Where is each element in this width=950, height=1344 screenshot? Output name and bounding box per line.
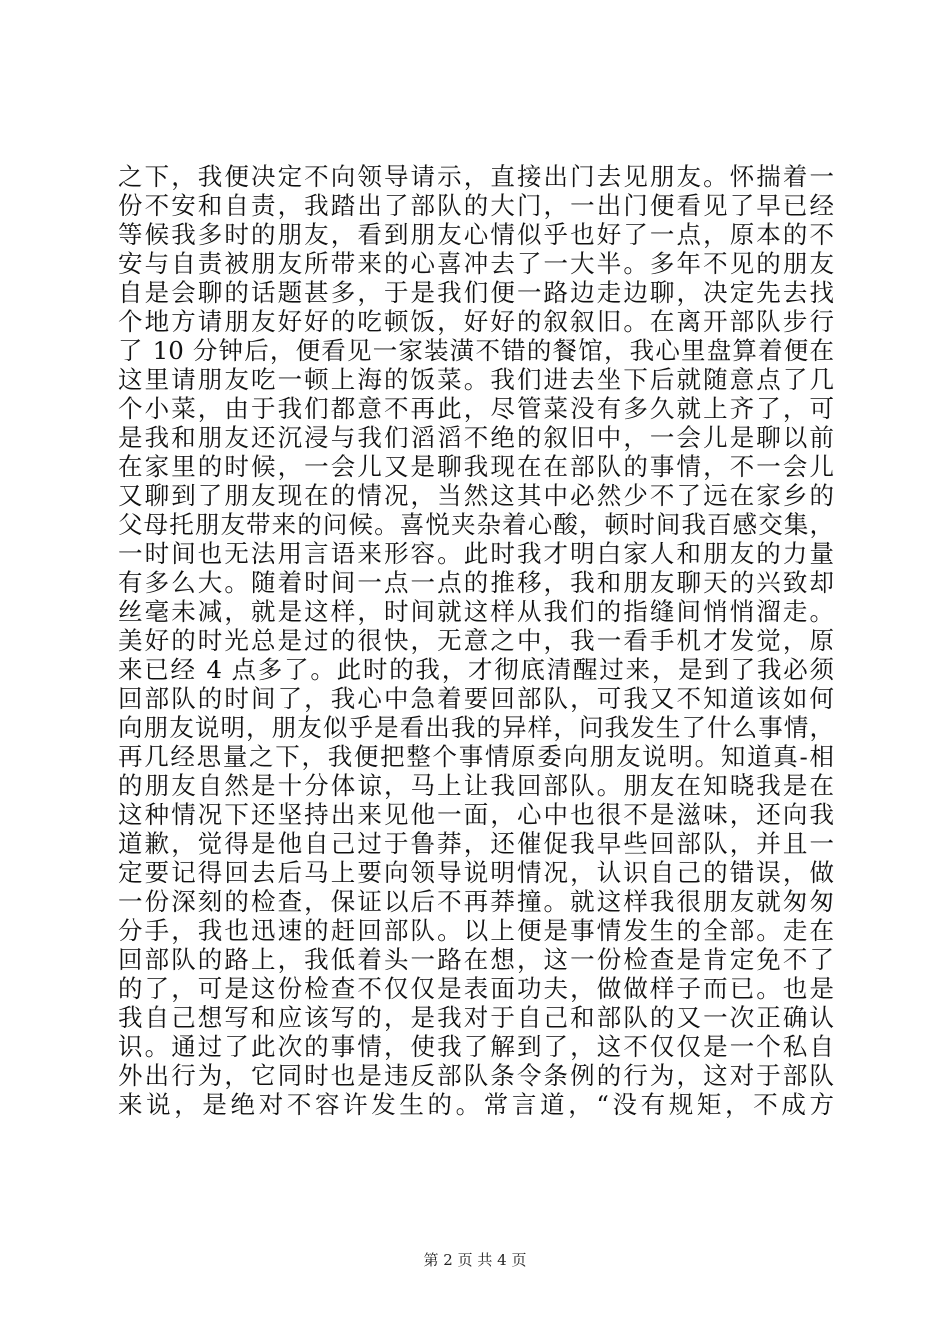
text-line: 来已经 4 点多了。此时的我，才彻底清醒过来，是到了我必须	[118, 655, 834, 684]
text-line: 自是会聊的话题甚多，于是我们便一路边走边聊，决定先去找	[118, 278, 834, 307]
page-footer	[0, 1249, 950, 1270]
text-line: 回部队的时间了，我心中急着要回部队，可我又不知道该如何	[118, 684, 834, 713]
body-text	[118, 162, 838, 1119]
text-line: 个小菜，由于我们都意不再此，尽管菜没有多久就上齐了，可	[118, 394, 834, 423]
text-line: 定要记得回去后马上要向领导说明情况，认识自己的错误，做	[118, 858, 834, 887]
text-line: 等候我多时的朋友，看到朋友心情似乎也好了一点，原本的不	[118, 220, 834, 249]
text-line: 再几经思量之下，我便把整个事情原委向朋友说明。知道真-相	[118, 742, 834, 771]
text-line: 的朋友自然是十分体谅，马上让我回部队。朋友在知晓我是在	[118, 771, 834, 800]
page-number: 第 2 页 共 4 页	[423, 1251, 527, 1269]
text-line: 在家里的时候，一会儿又是聊我现在在部队的事情，不一会儿	[118, 452, 834, 481]
text-line: 来说，是绝对不容许发生的。常言道，“没有规矩，不成方	[118, 1090, 834, 1119]
text-line: 有多么大。随着时间一点一点的推移，我和朋友聊天的兴致却	[118, 568, 834, 597]
text-line: 之下，我便决定不向领导请示，直接出门去见朋友。怀揣着一	[118, 162, 834, 191]
text-line: 份不安和自责，我踏出了部队的大门，一出门便看见了早已经	[118, 191, 834, 220]
text-line: 这种情况下还坚持出来见他一面，心中也很不是滋味，还向我	[118, 800, 834, 829]
text-line: 识。通过了此次的事情，使我了解到了，这不仅仅是一个私自	[118, 1032, 834, 1061]
text-line: 外出行为，它同时也是违反部队条令条例的行为，这对于部队	[118, 1061, 834, 1090]
text-line: 的了，可是这份检查不仅仅是表面功夫，做做样子而已。也是	[118, 974, 834, 1003]
text-line: 美好的时光总是过的很快，无意之中，我一看手机才发觉，原	[118, 626, 834, 655]
text-line: 道歉，觉得是他自己过于鲁莽，还催促我早些回部队，并且一	[118, 829, 834, 858]
text-line: 父母托朋友带来的问候。喜悦夹杂着心酸，顿时间我百感交集，	[118, 510, 834, 539]
text-line: 个地方请朋友好好的吃顿饭，好好的叙叙旧。在离开部队步行	[118, 307, 834, 336]
text-line: 向朋友说明，朋友似乎是看出我的异样，问我发生了什么事情，	[118, 713, 834, 742]
text-line: 这里请朋友吃一顿上海的饭菜。我们进去坐下后就随意点了几	[118, 365, 834, 394]
text-line: 又聊到了朋友现在的情况，当然这其中必然少不了远在家乡的	[118, 481, 834, 510]
text-line: 一份深刻的检查，保证以后不再莽撞。就这样我很朋友就匆匆	[118, 887, 834, 916]
text-line: 了 10 分钟后，便看见一家装潢不错的餐馆，我心里盘算着便在	[118, 336, 834, 365]
text-line: 分手，我也迅速的赶回部队。以上便是事情发生的全部。走在	[118, 916, 834, 945]
text-line: 是我和朋友还沉浸与我们滔滔不绝的叙旧中，一会儿是聊以前	[118, 423, 834, 452]
text-line: 回部队的路上，我低着头一路在想，这一份检查是肯定免不了	[118, 945, 834, 974]
text-line: 我自己想写和应该写的，是我对于自己和部队的又一次正确认	[118, 1003, 834, 1032]
text-line: 安与自责被朋友所带来的心喜冲去了一大半。多年不见的朋友	[118, 249, 834, 278]
text-line: 丝毫未减，就是这样，时间就这样从我们的指缝间悄悄溜走。	[118, 597, 834, 626]
text-line: 一时间也无法用言语来形容。此时我才明白家人和朋友的力量	[118, 539, 834, 568]
